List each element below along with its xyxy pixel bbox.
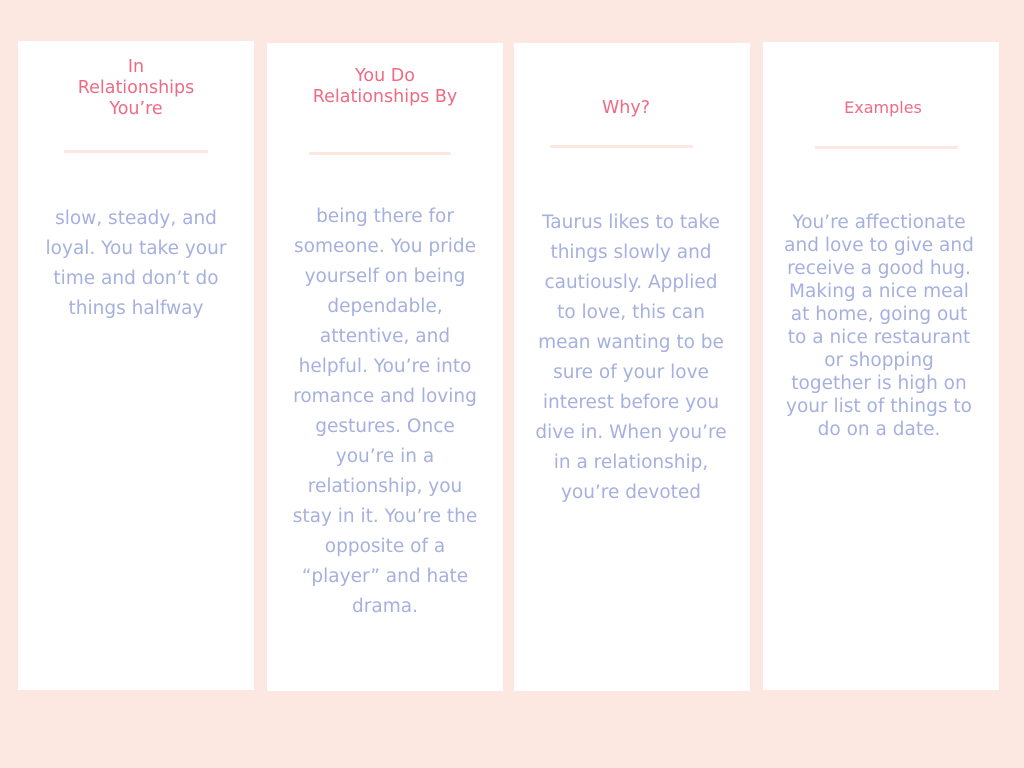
heading-divider (309, 152, 451, 155)
heading-divider (815, 146, 958, 149)
heading-divider (64, 150, 208, 153)
column-heading: Examples (844, 98, 922, 117)
column-card-you-do-relationships-by (267, 43, 503, 691)
column-body-text: slow, steady, and loyal. You take your time and don’t do things halfway (45, 208, 227, 319)
column-body-text: Taurus likes to take things slowly and cautiously. Applied to love, this can mean wanting to be sure of your love interest before you dive in. When you’re in a relationship, you’re devoted (535, 212, 727, 503)
column-body-text: You’re affectionate and love to give and receive a good hug. Making a nice meal at home, going out to a nice restaurant or shopping together is high on your list of things to do on a date. (784, 212, 974, 440)
column-card-examples (763, 42, 999, 690)
column-body-text: being there for someone. You pride yourself on being dependable, attentive, and helpful. You’re into romance and loving gestures. Once you’re in a relationship, you stay in it. You’re the opposite of a “player” and hate drama. (292, 206, 478, 617)
column-card-why (514, 43, 750, 691)
column-heading: In Relationships You’re (77, 57, 195, 119)
column-heading: Why? (601, 98, 651, 118)
heading-divider (550, 145, 693, 148)
column-card-in-relationships (18, 41, 254, 690)
column-heading: You Do Relationships By (312, 66, 458, 107)
